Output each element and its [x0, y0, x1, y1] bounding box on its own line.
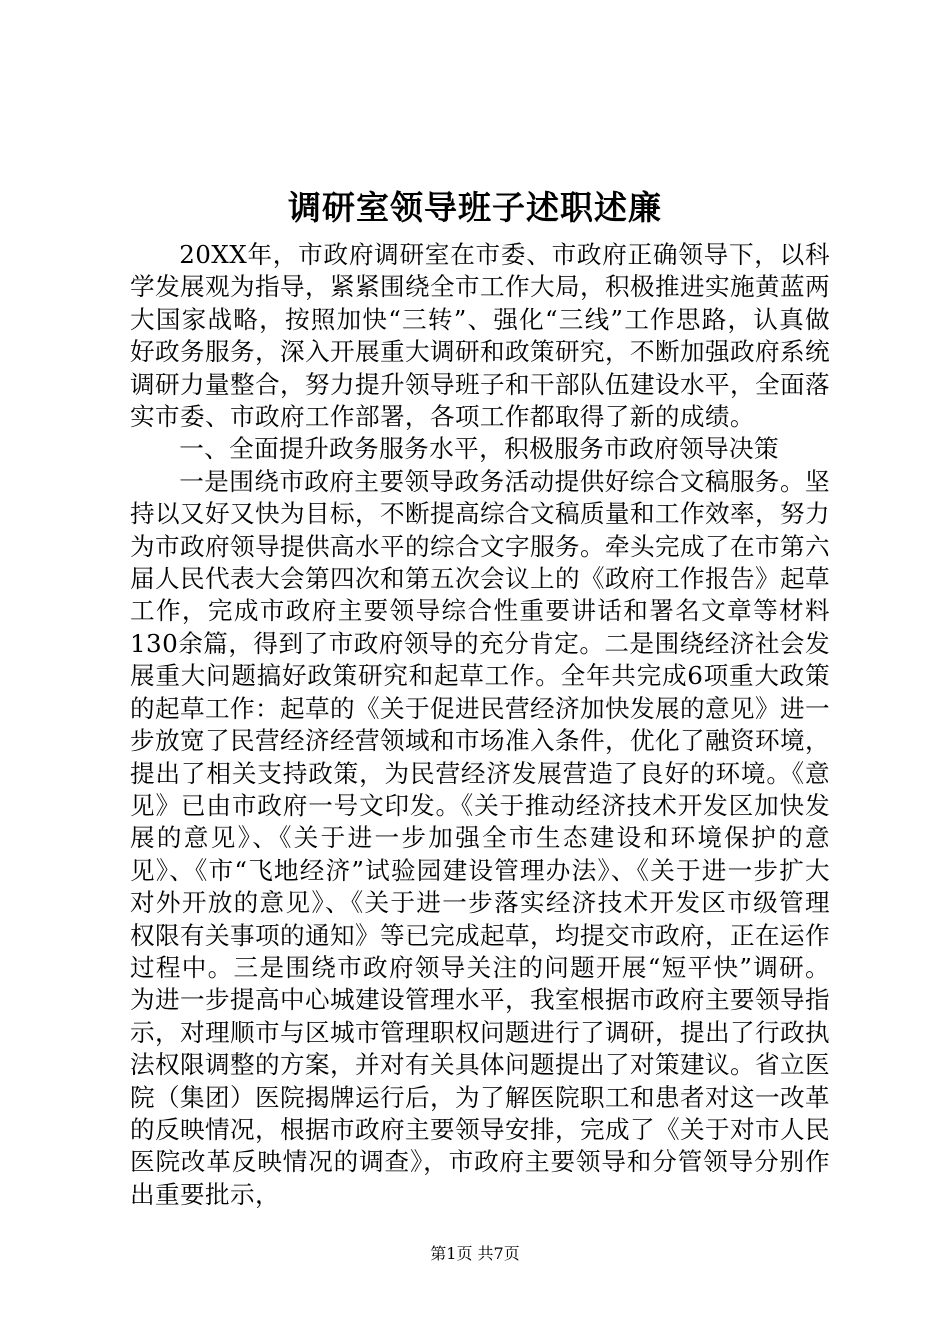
intro-paragraph: 20XX年，市政府调研室在市委、市政府正确领导下，以科学发展观为指导，紧紧围绕全市工作大局，积极推进实施黄蓝两大国家战略，按照加快“三转”、强化“三线”工作思路，认真做好政务服务，深入开展重大调研和政策研究，不断加强政府系统调研力量整合，努力提升领导班子和干部队伍建设水平，全面落实市委、市政府工作部署，各项工作都取得了新的成绩。: [130, 240, 830, 432]
section-heading: 一、全面提升政务服务水平，积极服务市政府领导决策: [179, 434, 780, 464]
page-number: 第1页 共7页: [430, 1244, 520, 1263]
document-body: [130, 239, 830, 1211]
document-title: 调研室领导班子述职述廉: [288, 188, 662, 227]
body-paragraph: 一是围绕市政府主要领导政务活动提供好综合文稿服务。坚持以又好又快为目标，不断提高综合文稿质量和工作效率，努力为市政府领导提供高水平的综合文字服务。牵头完成了在市第六届人民代表大会第四次和第五次会议上的《政府工作报告》起草工作，完成市政府主要领导综合性重要讲话和署名文章等材料130余篇，得到了市政府领导的充分肯定。二是围绕经济社会发展重大问题搞好政策研究和起草工作。全年共完成6项重大政策的起草工作：起草的《关于促进民营经济加快发展的意见》进一步放宽了民营经济经营领域和市场准入条件，优化了融资环境，提出了相关支持政策，为民营经济发展营造了良好的环境。《意见》已由市政府一号文印发。《关于推动经济技术开发区加快发展的意见》、《关于进一步加强全市生态建设和环境保护的意见》、《市“飞地经济”试验园建设管理办法》、《关于进一步扩大对外开放的意见》、《关于进一步落实经济技术开发区市级管理权限有关事项的通知》等已完成起草，均提交市政府，正在运作过程中。三是围绕市政府领导关注的问题开展“短平快”调研。为进一步提高中心城建设管理水平，我室根据市政府主要领导指示，对理顺市与区城市管理职权问题进行了调研，提出了行政执法权限调整的方案，并对有关具体问题提出了对策建议。省立医院（集团）医院揭牌运行后，为了解医院职工和患者对这一改革的反映情况，根据市政府主要领导安排，完成了《关于对市人民医院改革反映情况的调查》，市政府主要领导和分管领导分别作出重要批示，: [130, 466, 830, 1209]
